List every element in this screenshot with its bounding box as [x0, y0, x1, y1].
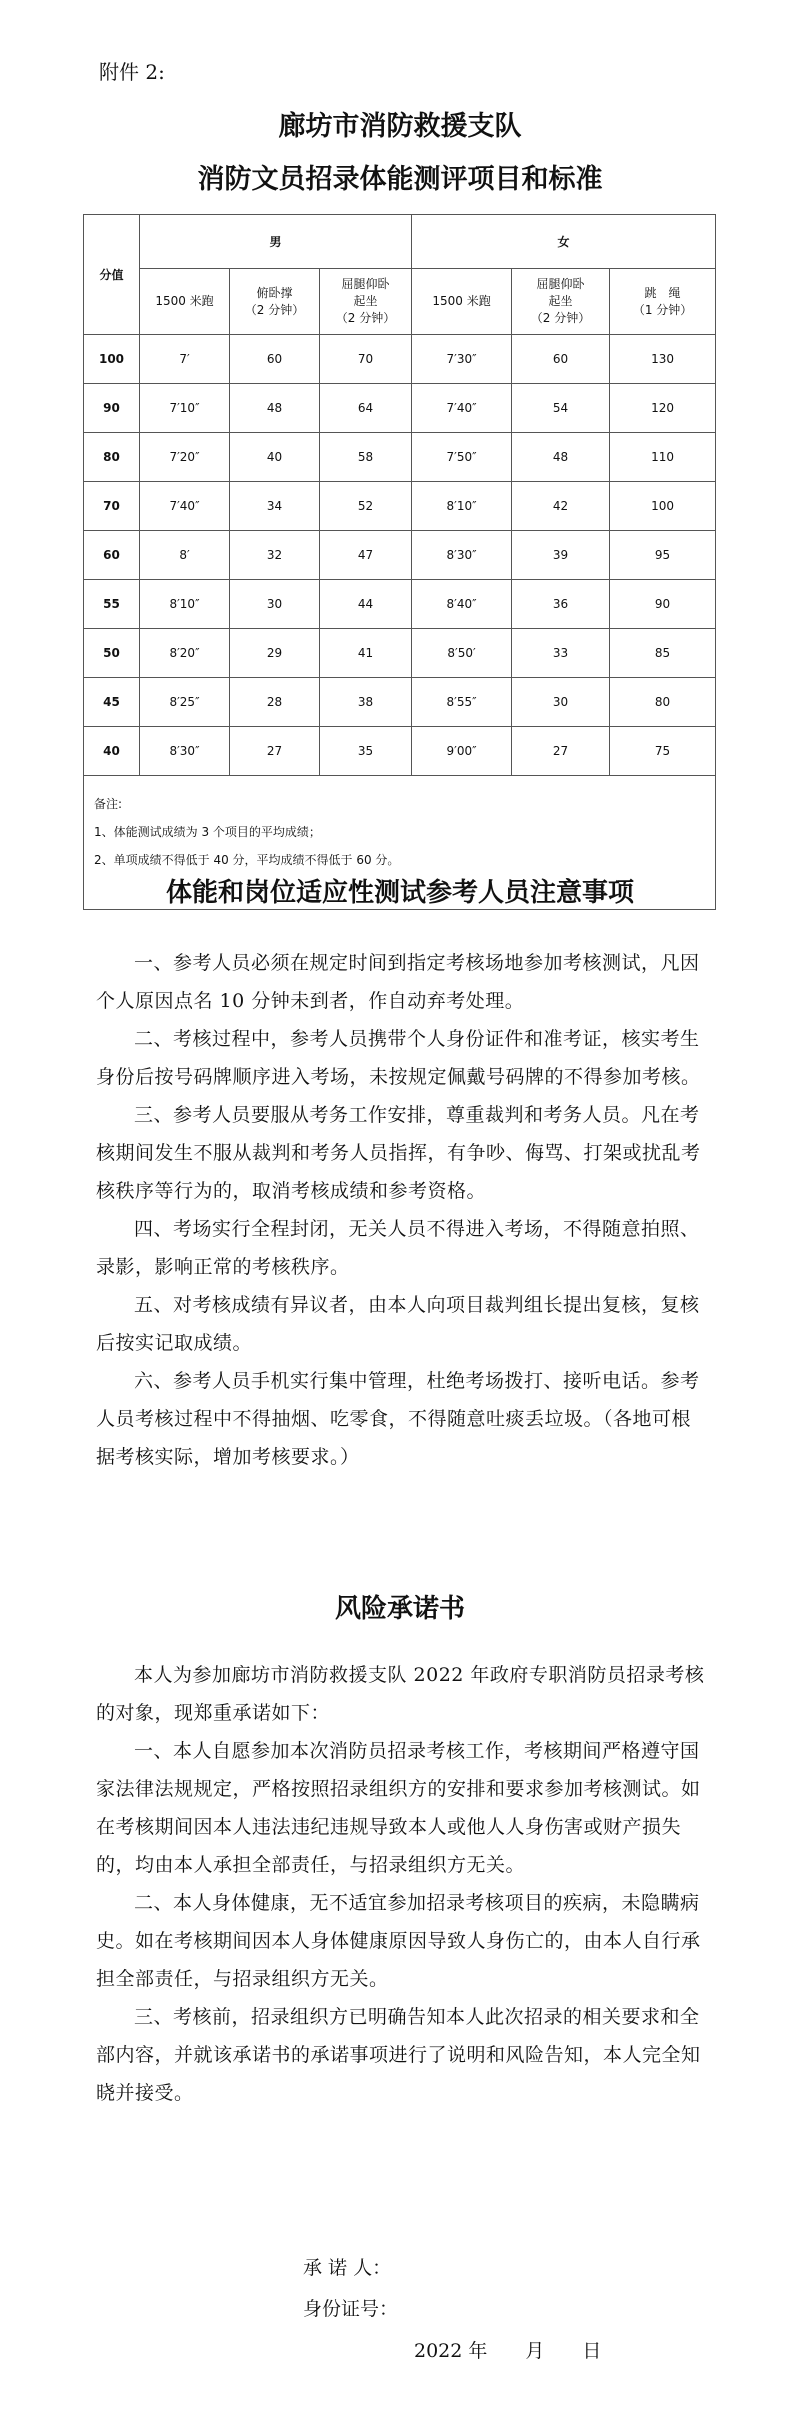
male-col-situp: 屈腿仰卧 起坐 （2 分钟）: [320, 269, 412, 335]
table-row: [84, 727, 716, 776]
cell-male-situp: 70: [320, 335, 412, 384]
notice-paragraph: 五、对考核成绩有异议者，由本人向项目裁判组长提出复核，复核后按实记取成绩。: [96, 1294, 700, 1354]
table-row: [84, 482, 716, 531]
cell-female-1500m: 8′30″: [412, 531, 512, 580]
cell-male-situp: 35: [320, 727, 412, 776]
notes-line: 2、单项成绩不得低于 40 分，平均成绩不得低于 60 分。: [94, 853, 400, 867]
cell-female-1500m: 8′10″: [412, 482, 512, 531]
cell-female-jumprope: 95: [610, 531, 716, 580]
male-col-pushup: 俯卧撑 （2 分钟）: [230, 269, 320, 335]
cell-male-1500m: 8′10″: [140, 580, 230, 629]
cell-female-situp: 60: [512, 335, 610, 384]
cell-male-situp: 41: [320, 629, 412, 678]
cell-female-1500m: 7′50″: [412, 433, 512, 482]
cell-female-jumprope: 110: [610, 433, 716, 482]
cell-female-jumprope: 80: [610, 678, 716, 727]
cell-score: 45: [84, 678, 140, 727]
cell-female-jumprope: 130: [610, 335, 716, 384]
cell-female-jumprope: 90: [610, 580, 716, 629]
pledge-paragraph: 二、本人身体健康，无不适宜参加招录考核项目的疾病，未隐瞒病史。如在考核期间因本人身体健康原因导致人身伤亡的，由本人自行承担全部责任，与招录组织方无关。: [96, 1892, 701, 1990]
female-header: 女: [412, 215, 716, 269]
signer-label: 承 诺 人：: [303, 2257, 392, 2279]
cell-score: 70: [84, 482, 140, 531]
id-number-label: 身份证号：: [303, 2298, 399, 2320]
pledge-paragraph: 三、考核前，招录组织方已明确告知本人此次招录的相关要求和全部内容，并就该承诺书的承诺事项进行了说明和风险告知，本人完全知晓并接受。: [96, 2006, 701, 2104]
cell-male-situp: 47: [320, 531, 412, 580]
cell-male-pushup: 32: [230, 531, 320, 580]
cell-female-situp: 54: [512, 384, 610, 433]
cell-score: 80: [84, 433, 140, 482]
cell-female-1500m: 8′40″: [412, 580, 512, 629]
cell-score: 55: [84, 580, 140, 629]
female-col-1500m: 1500 米跑: [412, 269, 512, 335]
cell-score: 100: [84, 335, 140, 384]
notice-paragraph: 三、参考人员要服从考务工作安排，尊重裁判和考务人员。凡在考核期间发生不服从裁判和考务人员指挥，有争吵、侮骂、打架或扰乱考核秩序等行为的，取消考核成绩和参考资格。: [96, 1104, 701, 1202]
female-col-jumprope: 跳 绳 （1 分钟）: [610, 269, 716, 335]
pledge-paragraph: 一、本人自愿参加本次消防员招录考核工作，考核期间严格遵守国家法律法规规定，严格按照招录组织方的安排和要求参加考核测试。如在考核期间因本人违法违纪违规导致本人或他人人身伤害或财产损失的，均由本人承担全部责任，与招录组织方无关。: [96, 1740, 701, 1876]
pledge-title: 风险承诺书: [334, 1594, 465, 1624]
male-col-1500m: 1500 米跑: [140, 269, 230, 335]
table-row: [84, 335, 716, 384]
cell-male-pushup: 60: [230, 335, 320, 384]
cell-male-pushup: 30: [230, 580, 320, 629]
table-row: [84, 433, 716, 482]
cell-female-jumprope: 120: [610, 384, 716, 433]
cell-male-1500m: 7′: [140, 335, 230, 384]
cell-male-pushup: 48: [230, 384, 320, 433]
cell-female-1500m: 7′30″: [412, 335, 512, 384]
cell-female-situp: 42: [512, 482, 610, 531]
cell-male-pushup: 40: [230, 433, 320, 482]
table-row: [84, 629, 716, 678]
document-title: 廊坊市消防救援支队: [278, 111, 522, 142]
cell-male-pushup: 34: [230, 482, 320, 531]
cell-male-1500m: 7′10″: [140, 384, 230, 433]
cell-female-situp: 36: [512, 580, 610, 629]
date-label: 2022 年 月 日: [414, 2340, 602, 2362]
cell-male-1500m: 7′40″: [140, 482, 230, 531]
cell-male-situp: 58: [320, 433, 412, 482]
notice-paragraph: 四、考场实行全程封闭，无关人员不得进入考场，不得随意拍照、录影，影响正常的考核秩序。: [96, 1218, 700, 1278]
table-row: [84, 384, 716, 433]
fitness-standard-table: [83, 214, 716, 910]
cell-male-1500m: 8′20″: [140, 629, 230, 678]
notes-line: 1、体能测试成绩为 3 个项目的平均成绩；: [94, 825, 321, 839]
cell-female-jumprope: 75: [610, 727, 716, 776]
female-col-situp: 屈腿仰卧 起坐 （2 分钟）: [512, 269, 610, 335]
cell-female-situp: 48: [512, 433, 610, 482]
notice-paragraph: 六、参考人员手机实行集中管理，杜绝考场拨打、接听电话。参考人员考核过程中不得抽烟、吃零食，不得随意吐痰丢垃圾。（各地可根据考核实际，增加考核要求。）: [96, 1370, 700, 1468]
table-row: [84, 531, 716, 580]
cell-male-pushup: 28: [230, 678, 320, 727]
document-subtitle: 消防文员招录体能测评项目和标准: [197, 164, 603, 195]
cell-male-situp: 52: [320, 482, 412, 531]
cell-score: 60: [84, 531, 140, 580]
notice-paragraph: 二、考核过程中，参考人员携带个人身份证件和准考证，核实考生身份后按号码牌顺序进入考场，未按规定佩戴号码牌的不得参加考核。: [96, 1028, 701, 1088]
cell-male-situp: 44: [320, 580, 412, 629]
cell-male-pushup: 27: [230, 727, 320, 776]
cell-female-jumprope: 85: [610, 629, 716, 678]
table-row: [84, 580, 716, 629]
cell-male-situp: 38: [320, 678, 412, 727]
cell-female-1500m: 7′40″: [412, 384, 512, 433]
pledge-body: [96, 1656, 708, 2112]
pledge-paragraph: 本人为参加廊坊市消防救援支队 2022 年政府专职消防员招录考核的对象，现郑重承诺如下：: [96, 1664, 705, 1724]
score-header: 分值: [84, 215, 140, 335]
cell-score: 50: [84, 629, 140, 678]
cell-male-1500m: 7′20″: [140, 433, 230, 482]
cell-male-1500m: 8′25″: [140, 678, 230, 727]
cell-female-jumprope: 100: [610, 482, 716, 531]
cell-score: 40: [84, 727, 140, 776]
cell-female-situp: 39: [512, 531, 610, 580]
table-row: [84, 678, 716, 727]
cell-male-1500m: 8′30″: [140, 727, 230, 776]
notice-body: [96, 944, 708, 1476]
cell-score: 90: [84, 384, 140, 433]
cell-female-1500m: 8′50′: [412, 629, 512, 678]
cell-female-situp: 33: [512, 629, 610, 678]
attachment-label: 附件 2:: [99, 60, 165, 84]
cell-female-situp: 30: [512, 678, 610, 727]
notes-heading: 备注:: [94, 797, 123, 811]
cell-male-situp: 64: [320, 384, 412, 433]
cell-female-1500m: 9′00″: [412, 727, 512, 776]
cell-female-1500m: 8′55″: [412, 678, 512, 727]
cell-male-pushup: 29: [230, 629, 320, 678]
cell-male-1500m: 8′: [140, 531, 230, 580]
notice-title: 体能和岗位适应性测试参考人员注意事项: [165, 878, 634, 908]
male-header: 男: [140, 215, 412, 269]
notice-paragraph: 一、参考人员必须在规定时间到指定考核场地参加考核测试，凡因个人原因点名 10 分钟未到者，作自动弃考处理。: [96, 952, 700, 1012]
cell-female-situp: 27: [512, 727, 610, 776]
